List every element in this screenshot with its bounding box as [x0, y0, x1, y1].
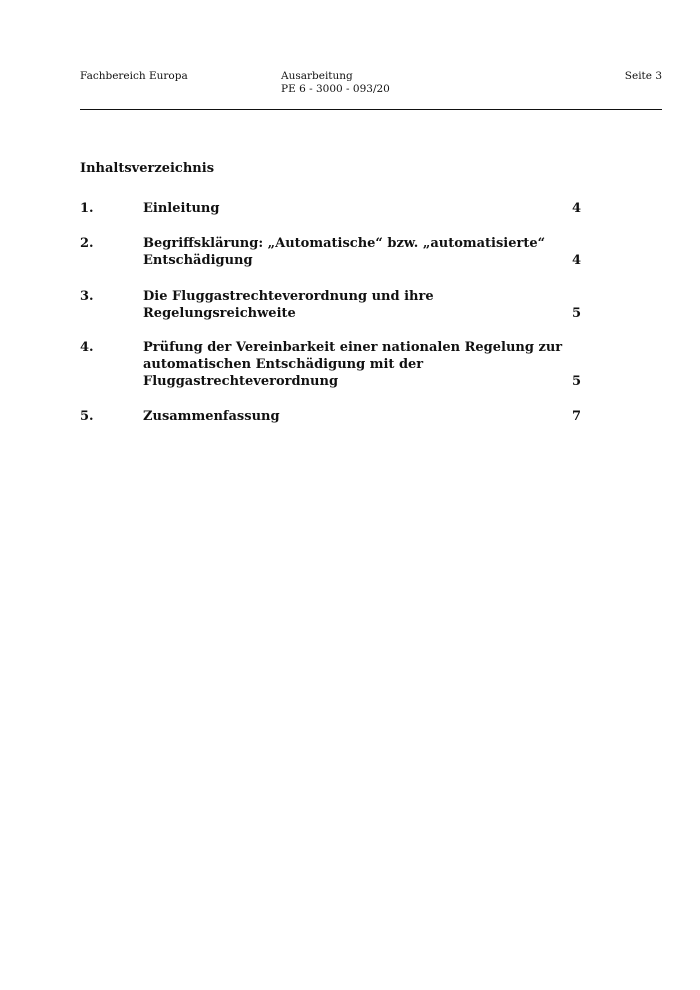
- toc-entry-page: 4: [571, 253, 581, 268]
- toc-entry-title-line: Begriffsklärung: „Automatische“ bzw. „automatisierte“: [143, 236, 546, 251]
- toc-entry-title-line: Zusammenfassung: [143, 409, 280, 424]
- toc-entry-page: 5: [571, 374, 581, 389]
- toc-entry-title-line: Regelungsreichweite: [143, 306, 296, 321]
- toc-entry-title-line: Entschädigung: [143, 253, 253, 268]
- toc-entry[interactable]: [80, 200, 581, 217]
- toc-entry-page: 7: [571, 409, 581, 424]
- toc-entry-number: 3.: [80, 289, 94, 304]
- toc-entry-number: 2.: [80, 236, 94, 251]
- toc-entry-number: 1.: [80, 201, 94, 216]
- toc-entry-title-line: Die Fluggastrechteverordnung und ihre: [143, 289, 434, 304]
- header-document-info: [281, 70, 390, 96]
- header-page-number: Seite 3: [624, 70, 662, 82]
- toc-entry-page: 5: [571, 306, 581, 321]
- toc-entry-title[interactable]: [143, 288, 543, 322]
- toc-entry-title[interactable]: [143, 200, 543, 217]
- toc-entry[interactable]: [80, 339, 581, 390]
- header-document-type: Ausarbeitung: [281, 70, 353, 82]
- toc-title: Inhaltsverzeichnis: [80, 161, 215, 176]
- toc-entry-title-line: Einleitung: [143, 201, 220, 216]
- toc-entry[interactable]: [80, 235, 581, 269]
- header-department: Fachbereich Europa: [80, 70, 188, 82]
- toc-entry[interactable]: [80, 408, 581, 425]
- toc-entry-title-line: automatischen Entschädigung mit der: [143, 357, 424, 372]
- toc-entry-number: 5.: [80, 409, 94, 424]
- header-divider: [80, 109, 662, 110]
- toc-entry-title-line: Prüfung der Vereinbarkeit einer nationalen Regelung zur: [143, 340, 563, 355]
- toc-entry-title[interactable]: [143, 235, 546, 269]
- toc-entry[interactable]: [80, 288, 581, 322]
- toc-entry-page: 4: [571, 201, 581, 216]
- page-header: [80, 70, 662, 110]
- toc-entry-title[interactable]: [143, 408, 543, 425]
- toc-entry-title-line: Fluggastrechteverordnung: [143, 374, 339, 389]
- toc-entry-number: 4.: [80, 340, 94, 355]
- toc-entry-title[interactable]: [143, 339, 563, 390]
- header-document-number: PE 6 - 3000 - 093/20: [281, 83, 390, 95]
